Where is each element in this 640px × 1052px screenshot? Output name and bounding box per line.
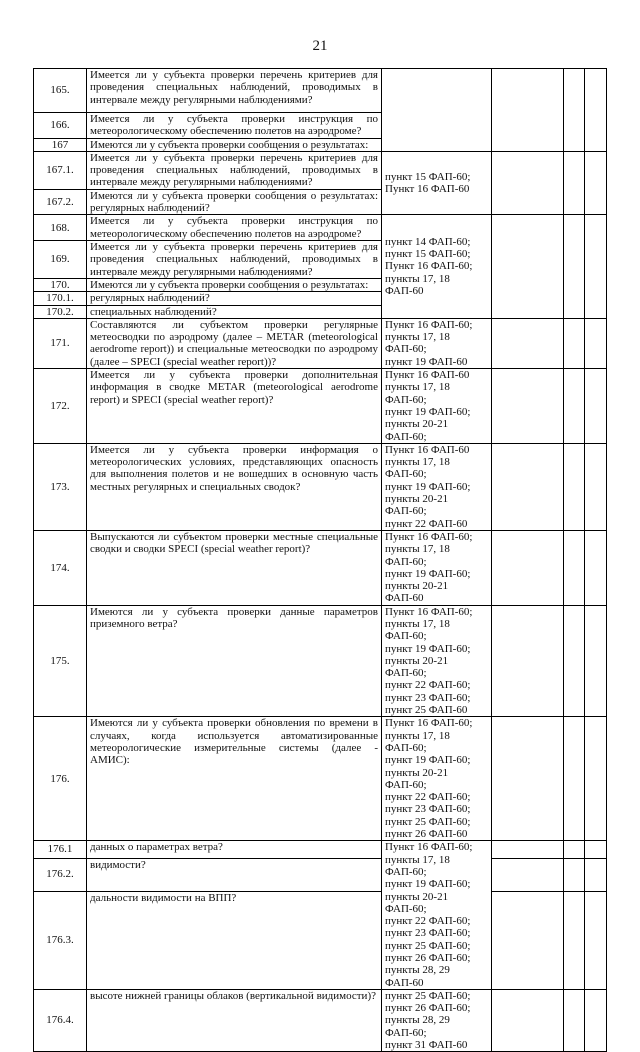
answer-cell[interactable]: [585, 858, 607, 891]
row-number: 173.: [34, 443, 87, 530]
row-number: 174.: [34, 530, 87, 605]
row-question: видимости?: [87, 858, 382, 891]
answer-cell[interactable]: [564, 215, 585, 318]
row-question: Имеются ли у субъекта проверки сообщения о результатах:: [87, 278, 382, 291]
answer-cell[interactable]: [492, 369, 564, 444]
answer-cell[interactable]: [585, 841, 607, 858]
answer-cell[interactable]: [492, 858, 564, 891]
table-row: [34, 151, 607, 189]
row-question: Имеются ли у субъекта проверки обновления по времени в случаях, когда используется автоматизированные метеорологические измерительные системы (далее - АМИС):: [87, 717, 382, 841]
answer-cell[interactable]: [492, 989, 564, 1051]
row-number: 176.3.: [34, 891, 87, 989]
table-row: [34, 215, 607, 241]
row-question: Имеются ли у субъекта проверки сообщения о результатах: регулярных наблюдений?: [87, 189, 382, 215]
answer-cell[interactable]: [585, 443, 607, 530]
row-number: 171.: [34, 318, 87, 368]
row-question: Имеется ли у субъекта проверки инструкция по метеорологическому обеспечению полетов на аэродроме?: [87, 113, 382, 139]
row-question: данных о параметрах ветра?: [87, 841, 382, 858]
row-number: 170.1.: [34, 292, 87, 305]
row-question: Имеется ли у субъекта проверки перечень критериев для проведения специальных наблюдений, проводимых в интервале между регулярными наблюдениями?: [87, 69, 382, 113]
row-number: 176.: [34, 717, 87, 841]
row-reference: [382, 69, 492, 152]
answer-cell[interactable]: [564, 318, 585, 368]
row-reference: Пункт 16 ФАП-60; пункты 17, 18 ФАП-60; пункт 19 ФАП-60; пункты 20-21 ФАП-60; пункт 22 ФАП-60; пункт 23 ФАП-60; пункт 25 ФАП-60; пункт 26 ФАП-60; пункты 28, 29 ФАП-60: [382, 841, 492, 990]
answer-cell[interactable]: [585, 151, 607, 214]
row-question: специальных наблюдений?: [87, 305, 382, 318]
row-number: 167: [34, 138, 87, 151]
answer-cell[interactable]: [564, 858, 585, 891]
table-row: [34, 717, 607, 841]
row-number: 176.1: [34, 841, 87, 858]
answer-cell[interactable]: [585, 530, 607, 605]
row-reference: пункт 15 ФАП-60; Пункт 16 ФАП-60: [382, 151, 492, 214]
row-reference: пункт 25 ФАП-60; пункт 26 ФАП-60; пункты 28, 29 ФАП-60; пункт 31 ФАП-60: [382, 989, 492, 1051]
answer-cell[interactable]: [492, 841, 564, 858]
table-row: [34, 891, 607, 989]
row-number: 165.: [34, 69, 87, 113]
row-reference: Пункт 16 ФАП-60; пункты 17, 18 ФАП-60; пункт 19 ФАП-60; пункты 20-21 ФАП-60: [382, 530, 492, 605]
row-number: 170.: [34, 278, 87, 291]
checklist-table: [33, 68, 607, 1052]
answer-cell[interactable]: [564, 717, 585, 841]
answer-cell[interactable]: [585, 215, 607, 318]
row-reference: Пункт 16 ФАП-60 пункты 17, 18 ФАП-60; пункт 19 ФАП-60; пункты 20-21 ФАП-60;: [382, 369, 492, 444]
answer-cell[interactable]: [492, 443, 564, 530]
answer-cell[interactable]: [585, 891, 607, 989]
row-reference: Пункт 16 ФАП-60; пункты 17, 18 ФАП-60; пункт 19 ФАП-60: [382, 318, 492, 368]
answer-cell[interactable]: [585, 69, 607, 152]
row-question: Имеется ли у субъекта проверки перечень критериев для проведения специальных наблюдений, проводимых в интервале между регулярными наблюдениями?: [87, 240, 382, 278]
row-question: Выпускаются ли субъектом проверки местные специальные сводки и сводки SPECI (special weather report)?: [87, 530, 382, 605]
row-question: высоте нижней границы облаков (вертикальной видимости)?: [87, 989, 382, 1051]
answer-cell[interactable]: [564, 369, 585, 444]
answer-cell[interactable]: [585, 318, 607, 368]
row-question: Имеется ли у субъекта проверки дополнительная информация в сводке METAR (meteorological aerodrome report) и SPECI (special weather report)?: [87, 369, 382, 444]
row-number: 176.4.: [34, 989, 87, 1051]
answer-cell[interactable]: [492, 151, 564, 214]
answer-cell[interactable]: [492, 318, 564, 368]
table-row: [34, 858, 607, 891]
answer-cell[interactable]: [585, 717, 607, 841]
row-number: 172.: [34, 369, 87, 444]
row-reference: Пункт 16 ФАП-60 пункты 17, 18 ФАП-60; пункт 19 ФАП-60; пункты 20-21 ФАП-60; пункт 22 ФАП-60: [382, 443, 492, 530]
page-number: 21: [312, 38, 328, 54]
row-number: 176.2.: [34, 858, 87, 891]
table-row: [34, 989, 607, 1051]
row-number: 170.2.: [34, 305, 87, 318]
row-question: Имеется ли у субъекта проверки перечень критериев для проведения специальных наблюдений, проводимых в интервале между регулярными наблюдениями?: [87, 151, 382, 189]
answer-cell[interactable]: [492, 605, 564, 717]
table-row: [34, 841, 607, 858]
row-question: Имеется ли у субъекта проверки инструкция по метеорологическому обеспечению полетов на аэродроме?: [87, 215, 382, 241]
answer-cell[interactable]: [564, 605, 585, 717]
row-number: 167.2.: [34, 189, 87, 215]
table-row: [34, 69, 607, 113]
row-question: Имеется ли у субъекта проверки информация о метеорологических условиях, представляющих опасность для выполнения полетов и не вошедших в основную часть местных регулярных и специальных сводок?: [87, 443, 382, 530]
row-number: 168.: [34, 215, 87, 241]
row-number: 175.: [34, 605, 87, 717]
row-question: Имеются ли у субъекта проверки данные параметров приземного ветра?: [87, 605, 382, 717]
row-question: Имеются ли у субъекта проверки сообщения о результатах:: [87, 138, 382, 151]
answer-cell[interactable]: [585, 989, 607, 1051]
answer-cell[interactable]: [492, 717, 564, 841]
answer-cell[interactable]: [564, 891, 585, 989]
row-question: дальности видимости на ВПП?: [87, 891, 382, 989]
answer-cell[interactable]: [564, 530, 585, 605]
answer-cell[interactable]: [564, 841, 585, 858]
answer-cell[interactable]: [492, 891, 564, 989]
answer-cell[interactable]: [564, 443, 585, 530]
table-row: [34, 369, 607, 444]
table-row: [34, 530, 607, 605]
answer-cell[interactable]: [564, 989, 585, 1051]
answer-cell[interactable]: [492, 215, 564, 318]
answer-cell[interactable]: [564, 151, 585, 214]
answer-cell[interactable]: [585, 369, 607, 444]
table-row: [34, 443, 607, 530]
row-question: Составляются ли субъектом проверки регулярные метеосводки по аэродрому (далее – METAR (meteorological aerodrome report)) и специальные метеосводки по аэродрому (далее – SPECI (special weather report))?: [87, 318, 382, 368]
answer-cell[interactable]: [564, 69, 585, 152]
answer-cell[interactable]: [492, 69, 564, 152]
table-row: [34, 605, 607, 717]
row-reference: Пункт 16 ФАП-60; пункты 17, 18 ФАП-60; пункт 19 ФАП-60; пункты 20-21 ФАП-60; пункт 22 ФАП-60; пункт 23 ФАП-60; пункт 25 ФАП-60; пункт 26 ФАП-60: [382, 717, 492, 841]
row-number: 166.: [34, 113, 87, 139]
answer-cell[interactable]: [492, 530, 564, 605]
row-reference: Пункт 16 ФАП-60; пункты 17, 18 ФАП-60; пункт 19 ФАП-60; пункты 20-21 ФАП-60; пункт 22 ФАП-60; пункт 23 ФАП-60; пункт 25 ФАП-60: [382, 605, 492, 717]
row-reference: пункт 14 ФАП-60; пункт 15 ФАП-60; Пункт 16 ФАП-60; пункты 17, 18 ФАП-60: [382, 215, 492, 318]
table-row: [34, 318, 607, 368]
row-number: 169.: [34, 240, 87, 278]
answer-cell[interactable]: [585, 605, 607, 717]
row-number: 167.1.: [34, 151, 87, 189]
row-question: регулярных наблюдений?: [87, 292, 382, 305]
